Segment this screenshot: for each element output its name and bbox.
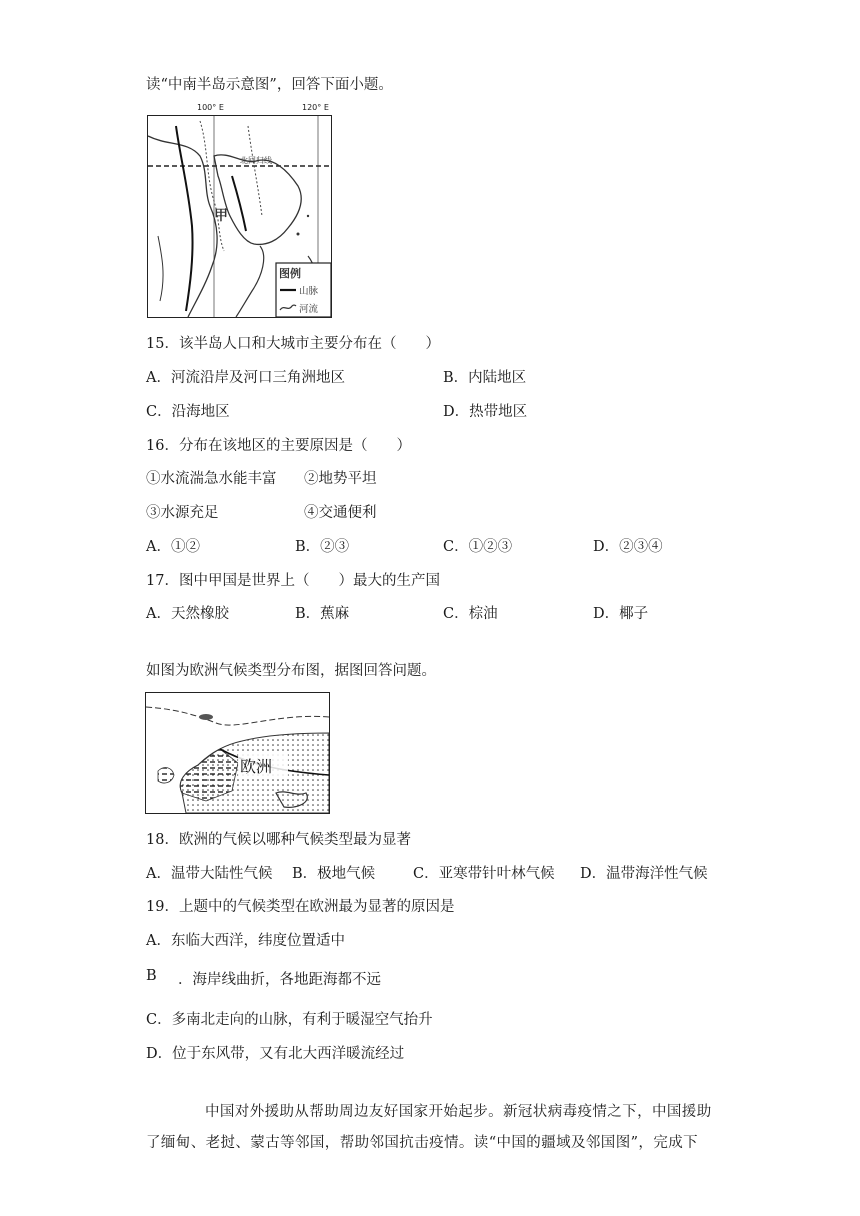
section2-intro: 如图为欧洲气候类型分布图，据图回答问题。	[146, 663, 436, 679]
q15-option-d: D．热带地区	[443, 404, 528, 420]
q18-option-d: D．温带海洋性气候	[580, 866, 708, 882]
indochina-map	[147, 115, 332, 318]
q16-item-4: ④交通便利	[304, 505, 377, 521]
europe-climate-map	[145, 692, 330, 814]
q15-option-b: B．内陆地区	[443, 370, 527, 386]
q16-option-d: D．②③④	[593, 539, 663, 555]
q18-option-b: B．极地气候	[292, 866, 376, 882]
q16-item-1: ①水流湍急水能丰富	[146, 471, 277, 487]
q15-option-c: C．沿海地区	[146, 404, 230, 420]
q16-option-c: C．①②③	[443, 539, 513, 555]
q19-option-b-text: ．海岸线曲折，各地距海都不远	[178, 972, 381, 988]
q17-option-d: D．椰子	[593, 606, 649, 622]
section1-intro: 读“中南半岛示意图”，回答下面小题。	[146, 77, 393, 93]
q18-option-a: A．温带大陆性气候	[146, 866, 273, 882]
lon-left-label: 100° E	[197, 103, 224, 112]
q15-stem: 15．该半岛人口和大城市主要分布在（ ）	[146, 336, 440, 352]
europe-label: 欧洲	[240, 757, 273, 776]
legend-river-label: 河流	[299, 304, 319, 315]
q19-option-c: C．多南北走向的山脉，有利于暖湿空气抬升	[146, 1012, 433, 1028]
lon-right-label: 120° E	[302, 103, 329, 112]
tropic-label: 北回归线	[240, 156, 272, 165]
q16-item-3: ③水源充足	[146, 505, 219, 521]
q16-option-a: A．①②	[146, 539, 200, 555]
country-jia-label: 甲	[214, 208, 228, 224]
q19-stem: 19．上题中的气候类型在欧洲最为显著的原因是	[146, 899, 455, 915]
q17-option-c: C．棕油	[443, 606, 498, 622]
q17-option-a: A．天然橡胶	[146, 606, 229, 622]
q17-stem: 17．图中甲国是世界上（ ）最大的生产国	[146, 573, 440, 589]
q18-option-c: C．亚寒带针叶林气候	[413, 866, 555, 882]
q16-item-2: ②地势平坦	[304, 471, 377, 487]
q17-option-b: B．蕉麻	[295, 606, 350, 622]
q19-option-b-letter: B	[146, 968, 157, 984]
section3-para-line-1: 中国对外援助从帮助周边友好国家开始起步。新冠状病毒疫情之下，中国援助	[205, 1104, 712, 1120]
q16-option-b: B．②③	[295, 539, 350, 555]
section3-para-line-2: 了缅甸、老挝、蒙古等邻国，帮助邻国抗击疫情。读“中国的疆域及邻国图”，完成下	[146, 1135, 699, 1151]
q18-stem: 18．欧洲的气候以哪种气候类型最为显著	[146, 832, 411, 848]
legend-mountain-label: 山脉	[299, 286, 319, 297]
q16-stem: 16．分布在该地区的主要原因是（ ）	[146, 438, 411, 454]
q19-option-a: A．东临大西洋，纬度位置适中	[146, 933, 345, 949]
q19-option-d: D．位于东风带，又有北大西洋暖流经过	[146, 1046, 405, 1062]
q15-option-a: A．河流沿岸及河口三角洲地区	[146, 370, 345, 386]
legend-title: 图例	[279, 267, 301, 280]
